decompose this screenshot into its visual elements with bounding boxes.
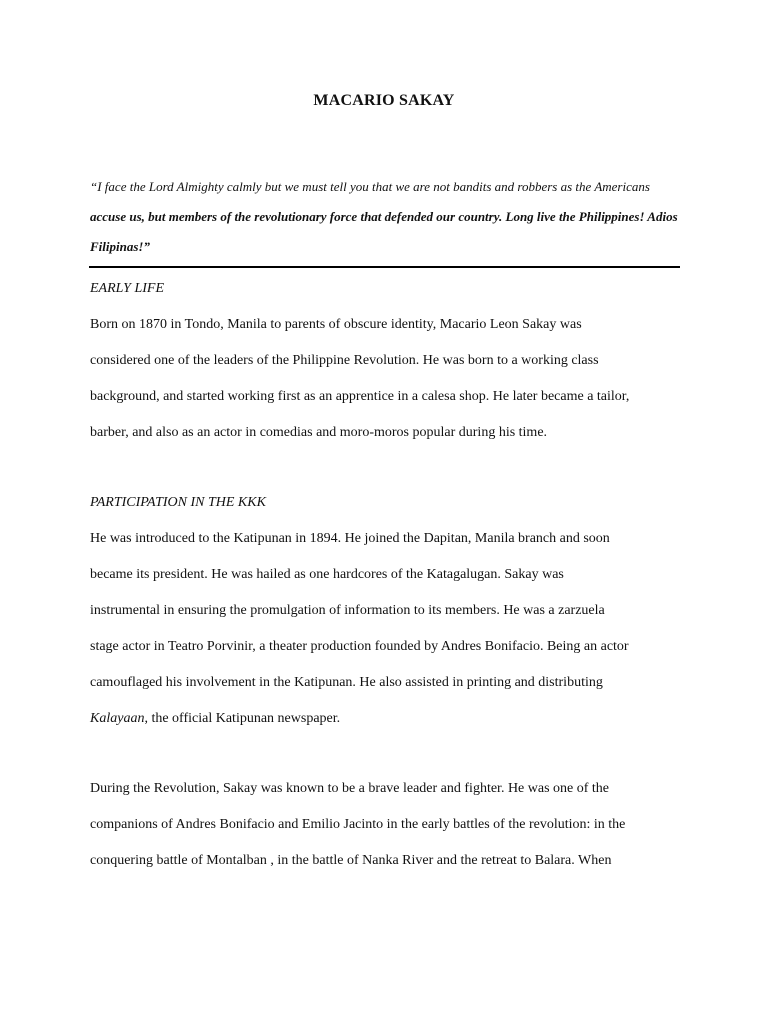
paragraph-line: became its president. He was hailed as one hardcores of the Katagalugan. Sakay was [90, 567, 564, 582]
paragraph-line: He was introduced to the Katipunan in 1894. He joined the Dapitan, Manila branch and soon [90, 531, 610, 546]
horizontal-rule [89, 266, 680, 268]
opening-quote [90, 172, 680, 262]
paragraph-line: During the Revolution, Sakay was known to be a brave leader and fighter. He was one of the [90, 781, 610, 796]
page-title: MACARIO SAKAY [313, 92, 455, 109]
quote-part-2: accuse us, but members of the revolutionary force that defended our country. Long live the Philippines! Adios [90, 209, 678, 224]
paragraph-katipunan [90, 521, 690, 737]
quote-part-3: Filipinas!” [90, 239, 150, 254]
section-heading-early-life: EARLY LIFE [90, 281, 164, 296]
paragraph-line-last [90, 701, 690, 737]
paragraph-line: camouflaged his involvement in the Katipunan. He also assisted in printing and distributing [90, 675, 603, 690]
quote-part-1: “I face the Lord Almighty calmly but we must tell you that we are not bandits and robbers as the Americans [90, 179, 650, 194]
paragraph-revolution [90, 771, 690, 879]
paragraph-line: considered one of the leaders of the Philippine Revolution. He was born to a working class [90, 353, 599, 368]
newspaper-name: Kalayaan [90, 711, 145, 726]
paragraph-early-life [90, 307, 690, 451]
paragraph-line: companions of Andres Bonifacio and Emilio Jacinto in the early battles of the revolution: in the [90, 817, 626, 832]
paragraph-line: instrumental in ensuring the promulgation of information to its members. He was a zarzuela [90, 603, 605, 618]
paragraph-line: conquering battle of Montalban , in the battle of Nanka River and the retreat to Balara. When [90, 853, 612, 868]
paragraph-line: background, and started working first as an apprentice in a calesa shop. He later became a tailor, [90, 389, 630, 404]
section-heading-participation-kkk: PARTICIPATION IN THE KKK [90, 495, 266, 510]
paragraph-line: barber, and also as an actor in comedias and moro-moros popular during his time. [90, 425, 548, 440]
paragraph-line-rest: , the official Katipunan newspaper. [144, 711, 341, 726]
paragraph-line: Born on 1870 in Tondo, Manila to parents of obscure identity, Macario Leon Sakay was [90, 317, 582, 332]
paragraph-line: stage actor in Teatro Porvinir, a theater production founded by Andres Bonifacio. Being an actor [90, 639, 629, 654]
